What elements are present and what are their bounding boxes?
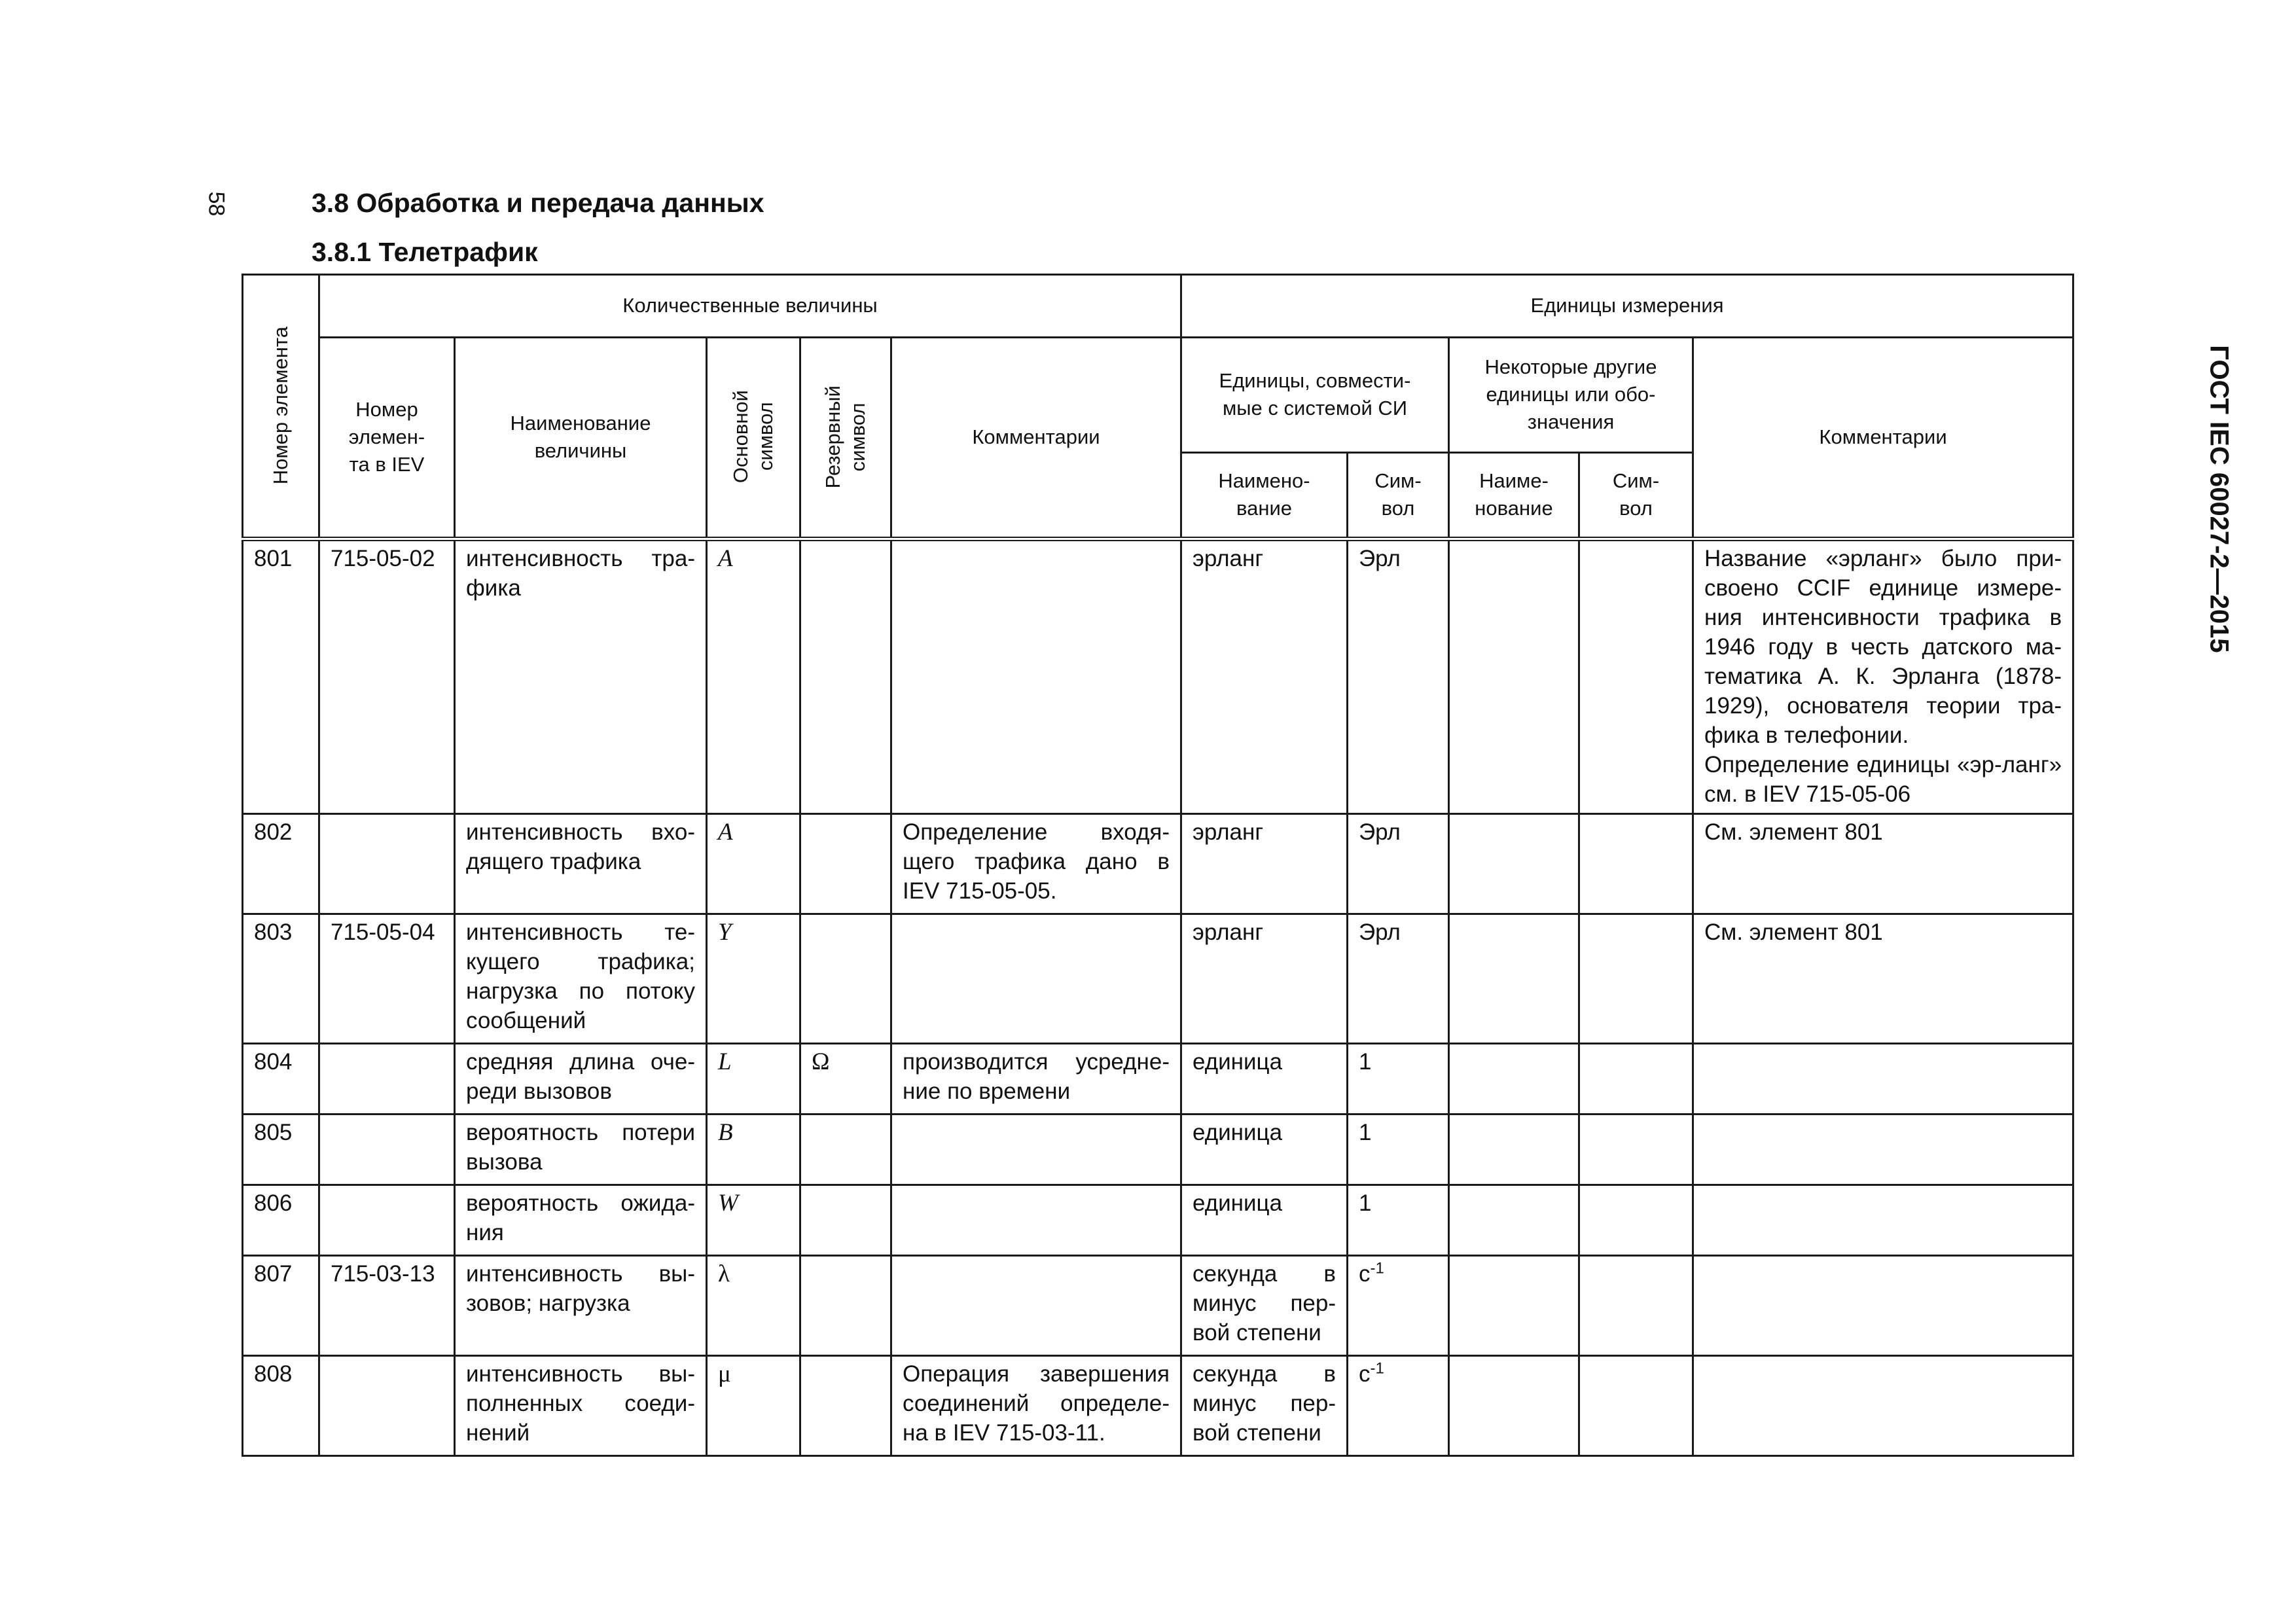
cell-main-symbol: λ [707,1256,800,1356]
cell-reserve-symbol [800,1256,891,1356]
cell-other-name [1449,914,1579,1044]
cell-main-symbol: A [707,814,800,914]
header-main-symbol: Основной символ [707,338,800,539]
cell-si-name: единица [1181,1044,1348,1115]
cell-iev: 715-05-04 [319,914,455,1044]
cell-si-name: эрланг [1181,814,1348,914]
cell-number: 803 [243,914,319,1044]
cell-comment: Определение входя-щего трафика дано в IEV 715-05-05. [891,814,1181,914]
cell-main-symbol: μ [707,1356,800,1456]
cell-reserve-symbol [800,1185,891,1256]
cell-other-symbol [1579,539,1693,814]
cell-other-name [1449,539,1579,814]
cell-other-name [1449,1356,1579,1456]
cell-name: вероятность потери вызова [455,1115,707,1185]
cell-si-symbol: 1 [1348,1185,1449,1256]
cell-iev [319,1044,455,1115]
table-row [243,914,2073,1044]
header-units-group: Единицы измерения [1181,275,2073,338]
cell-unit-comment: Название «эрланг» было при-своено CCIF единице измере-ния интенсивности трафика в 1946 году в честь датского ма-тематика А. К. Эрланга (1878-1929), основателя теории тра-фика в телефонии. Определение единицы «эр-ланг» см. в IEV 715-05-06 [1693,539,2073,814]
table-row [243,1256,2073,1356]
cell-main-symbol: W [707,1185,800,1256]
table-row [243,539,2073,814]
cell-si-name: единица [1181,1115,1348,1185]
cell-unit-comment: См. элемент 801 [1693,914,2073,1044]
cell-si-symbol: Эрл [1348,814,1449,914]
cell-main-symbol: A [707,539,800,814]
cell-si-symbol: Эрл [1348,914,1449,1044]
table-row [243,1115,2073,1185]
header-unit-comments: Комментарии [1693,338,2073,539]
cell-number: 805 [243,1115,319,1185]
cell-iev [319,1356,455,1456]
header-reserve-symbol: Резервный символ [800,338,891,539]
header-si-units: Единицы, совмести- мые с системой СИ [1181,338,1449,453]
cell-other-symbol [1579,1256,1693,1356]
cell-reserve-symbol: Ω [800,1044,891,1115]
cell-other-symbol [1579,1356,1693,1456]
table-row [243,1185,2073,1256]
cell-iev: 715-03-13 [319,1256,455,1356]
cell-other-name [1449,1185,1579,1256]
table-row [243,1356,2073,1456]
cell-other-name [1449,814,1579,914]
cell-name: вероятность ожида-ния [455,1185,707,1256]
cell-reserve-symbol [800,814,891,914]
cell-si-symbol: 1 [1348,1044,1449,1115]
header-other-name: Наиме- нование [1449,453,1579,539]
table-row [243,1044,2073,1115]
header-quantities-group: Количественные величины [319,275,1181,338]
cell-name: интенсивность тра-фика [455,539,707,814]
section-heading: 3.8 Обработка и передача данных [312,188,764,218]
cell-main-symbol: L [707,1044,800,1115]
cell-unit-comment [1693,1256,2073,1356]
standard-designation: ГОСТ IEC 60027-2—2015 [2204,345,2234,653]
cell-unit-comment [1693,1115,2073,1185]
cell-other-name [1449,1256,1579,1356]
cell-other-symbol [1579,814,1693,914]
cell-reserve-symbol [800,1356,891,1456]
cell-other-symbol [1579,914,1693,1044]
cell-comment: производится усредне-ние по времени [891,1044,1181,1115]
table-row [243,814,2073,914]
cell-unit-comment [1693,1356,2073,1456]
cell-reserve-symbol [800,1115,891,1185]
cell-si-symbol: $с^{-1}$ [1348,1256,1449,1356]
cell-comment [891,1115,1181,1185]
header-iev-number: Номер элемен- та в IEV [319,338,455,539]
cell-si-symbol: $с^{-1}$ [1348,1356,1449,1456]
header-quantity-comments: Комментарии [891,338,1181,539]
cell-unit-comment: См. элемент 801 [1693,814,2073,914]
cell-iev: 715-05-02 [319,539,455,814]
cell-name: интенсивность те-кущего трафика; нагрузка по потоку сообщений [455,914,707,1044]
cell-comment: Операция завершения соединений определе-на в IEV 715-03-11. [891,1356,1181,1456]
cell-si-name: единица [1181,1185,1348,1256]
cell-iev [319,1115,455,1185]
cell-comment [891,914,1181,1044]
cell-name: интенсивность вы-зовов; нагрузка [455,1256,707,1356]
cell-main-symbol: B [707,1115,800,1185]
cell-number: 806 [243,1185,319,1256]
cell-comment [891,1256,1181,1356]
cell-reserve-symbol [800,914,891,1044]
page-number: 58 [204,191,229,217]
cell-other-symbol [1579,1044,1693,1115]
cell-other-symbol [1579,1185,1693,1256]
cell-si-name: секунда в минус пер-вой степени [1181,1256,1348,1356]
cell-unit-comment [1693,1044,2073,1115]
header-other-units: Некоторые другие единицы или обо-значения [1449,338,1693,453]
cell-si-symbol: Эрл [1348,539,1449,814]
cell-si-symbol: 1 [1348,1115,1449,1185]
cell-unit-comment [1693,1185,2073,1256]
header-item-number: Номер элемента [243,275,319,539]
subsection-heading: 3.8.1 Телетрафик [312,237,538,267]
teletraffic-table [242,274,2074,1457]
cell-si-name: секунда в минус пер-вой степени [1181,1356,1348,1456]
cell-number: 804 [243,1044,319,1115]
cell-name: средняя длина оче-реди вызовов [455,1044,707,1115]
header-si-name: Наимено- вание [1181,453,1348,539]
cell-iev [319,1185,455,1256]
cell-number: 808 [243,1356,319,1456]
cell-reserve-symbol [800,539,891,814]
header-quantity-name: Наименование величины [455,338,707,539]
cell-number: 802 [243,814,319,914]
cell-main-symbol: Y [707,914,800,1044]
cell-name: интенсивность вы-полненных соеди-нений [455,1356,707,1456]
cell-comment [891,1185,1181,1256]
cell-other-name [1449,1044,1579,1115]
cell-number: 807 [243,1256,319,1356]
cell-other-name [1449,1115,1579,1185]
header-other-symbol: Сим- вол [1579,453,1693,539]
cell-iev [319,814,455,914]
cell-name: интенсивность вхо-дящего трафика [455,814,707,914]
cell-si-name: эрланг [1181,539,1348,814]
cell-comment [891,539,1181,814]
cell-other-symbol [1579,1115,1693,1185]
cell-number: 801 [243,539,319,814]
cell-si-name: эрланг [1181,914,1348,1044]
header-si-symbol: Сим- вол [1348,453,1449,539]
